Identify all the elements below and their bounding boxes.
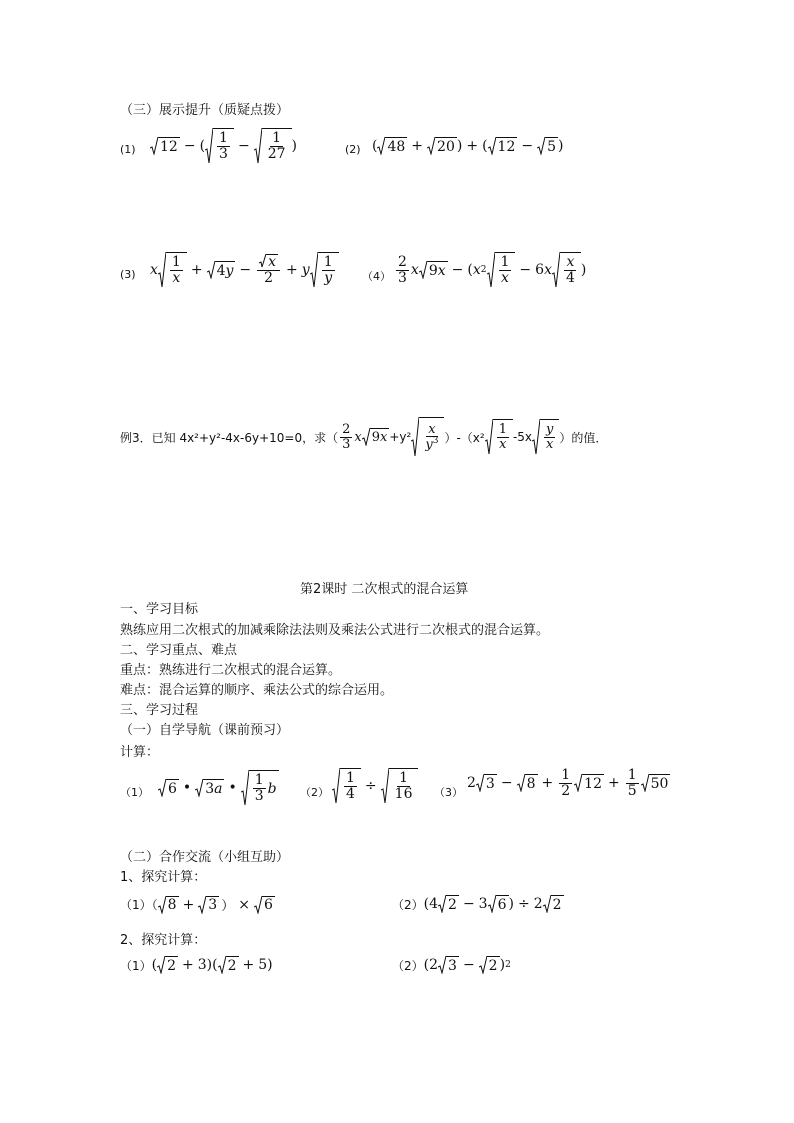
subheading-cooperation: （二）合作交流（小组互助） — [120, 850, 290, 865]
explore-1a: （1）（ 8 + 3 ） × 6 — [120, 896, 273, 914]
calc-label: 计算： — [120, 745, 160, 760]
example-3-mid3: -5x — [512, 430, 533, 444]
lesson-title: 第2课时 二次根式的混合运算 — [300, 582, 469, 597]
key-point-text: 重点：熟练进行二次根式的混合运算。 — [120, 663, 342, 678]
explore-2-label: 2、探究计算： — [120, 933, 207, 948]
difficulty-text: 难点：混合运算的顺序、乘法公式的综合运用。 — [120, 683, 394, 698]
calc-expression-2: $\frac{1}{4}$ ÷ $\frac{1}{16}$ — [332, 768, 418, 804]
subheading-self-study: （一）自学导航（课前预习） — [120, 723, 290, 738]
example-3: 例3．已知 4x²+y²-4x-6y+10=0，求（ $\frac{2}{3}$ x 9 x +y² $\frac{x}{y^3}$ ）-（x² $\frac{1}{x}$ -5x $\frac{y}{x}$ ）的值． — [120, 417, 607, 457]
problem-label-4: （4） — [362, 270, 391, 283]
explore-2a: （1） ( 2 + 3)( 2 + 5) — [120, 957, 273, 974]
calc-label-1: （1） — [120, 786, 149, 799]
problem-expression-2: ( 48 + 20 ) + ( 12 − 5 ) — [372, 138, 564, 155]
calc-label-2: （2） — [300, 786, 329, 799]
explore-1a-label: （1）（ — [120, 898, 158, 912]
calc-label-3: （3） — [434, 786, 463, 799]
calc-expression-3: 2 3 − 8 + $\frac{1}{2}$ 12 + $\frac{1}{5}$ 50 — [467, 767, 669, 799]
problem-expression-1: 12 − ( $\frac{1}{3}$ − $\frac{1}{27}$ ) — [150, 128, 297, 164]
problem-expression-4: $\frac{2}{3}$ x 9 x − ( x 2 $\frac{1}{x}$ − 6 x $\frac{x}{4}$ ) — [398, 253, 587, 286]
goal-text: 熟练应用二次根式的加减乘除法法则及乘法公式进行二次根式的混合运算。 — [120, 623, 550, 638]
example-3-mid1: +y² — [389, 430, 412, 444]
heading-process: 三、学习过程 — [120, 703, 199, 718]
calc-expression-1: 6 • 3 a • $\frac{1}{3}$ b — [158, 770, 279, 806]
heading-key-difficulties: 二、学习重点、难点 — [120, 643, 238, 658]
heading-goals: 一、学习目标 — [120, 602, 199, 617]
explore-2b-label: （2） — [392, 958, 424, 973]
explore-1b: （2） (4 2 − 3 6 ) ÷ 2 2 — [392, 896, 562, 913]
problem-label-1: (1) — [120, 143, 136, 156]
section-title: （三）展示提升（质疑点拨） — [120, 103, 290, 118]
problem-label-3: (3) — [120, 268, 136, 281]
explore-1-label: 1、探究计算： — [120, 870, 207, 885]
explore-2a-label: （1） — [120, 958, 152, 973]
example-3-suffix: ）的值． — [559, 430, 608, 445]
explore-2b: （2） (2 3 − 2 ) 2 — [392, 957, 511, 974]
problem-label-2: (2) — [345, 143, 361, 156]
example-3-prefix: 例3．已知 4x²+y²-4x-6y+10=0，求（ — [120, 430, 339, 445]
example-3-mid2: ）-（x² — [444, 430, 485, 445]
problem-expression-3: x $\frac{1}{x}$ + 4 y − $\frac{x}{2}$ + y $\frac{1}{y}$ — [150, 252, 339, 288]
explore-1b-label: （2） — [392, 897, 424, 912]
